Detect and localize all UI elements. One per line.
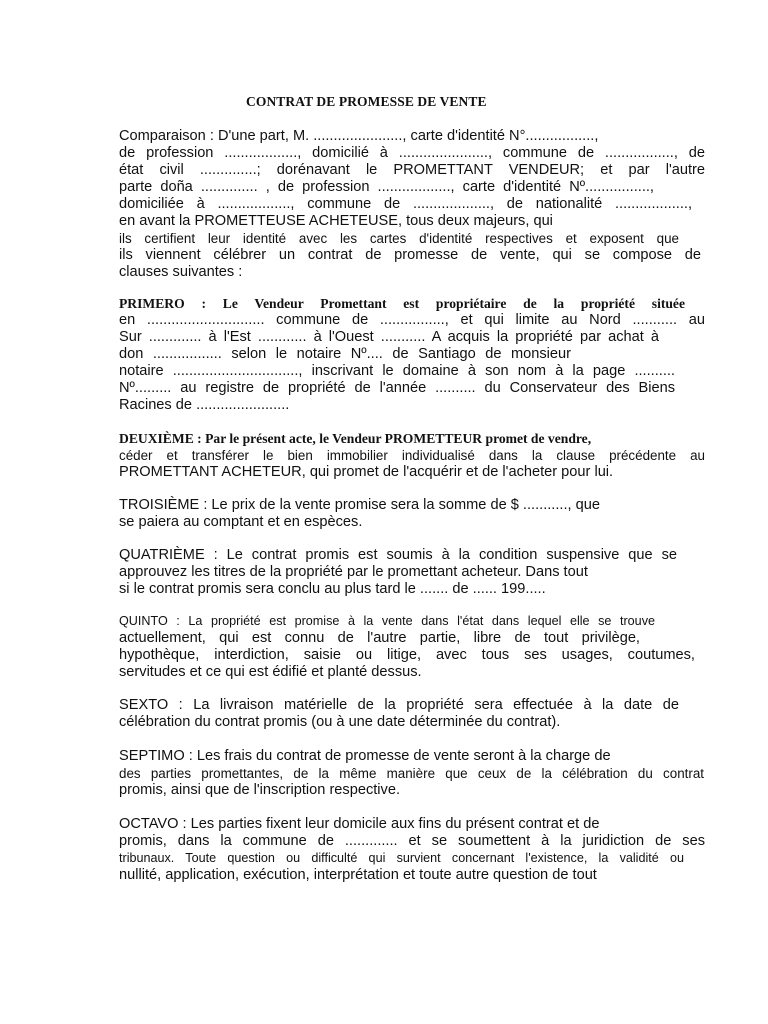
text-line: célébration du contrat promis (ou à une date déterminée du contrat).	[119, 714, 561, 730]
text-line: notaire ..............................., inscrivant le domaine à son nom à la page ..........	[119, 363, 675, 379]
text-line: tribunaux. Toute question ou difficulté qui survient concernant l'existence, la validité ou	[119, 851, 684, 865]
paragraph-deuxieme	[119, 430, 705, 481]
text-line: ils certifient leur identité avec les cartes d'identité respectives et exposent que	[119, 231, 679, 246]
text-line: des parties promettantes, de la même manière que ceux de la célébration du contrat	[119, 766, 704, 781]
text-line: DEUXIÈME : Par le présent acte, le Vendeur PROMETTEUR promet de vendre,	[119, 431, 592, 446]
paragraph-sexto	[119, 697, 705, 731]
text-line: en avant la PROMETTEUSE ACHETEUSE, tous deux majeurs, qui	[119, 213, 553, 229]
paragraph-octavo	[119, 816, 705, 884]
text-line: hypothèque, interdiction, saisie ou litige, avec tous ses usages, coutumes,	[119, 647, 695, 663]
paragraph-septimo	[119, 748, 705, 799]
document-title: CONTRAT DE PROMESSE DE VENTE	[246, 94, 487, 109]
text-line: QUINTO : La propriété est promise à la vente dans l'état dans lequel elle se trouve	[119, 614, 655, 628]
text-line: PROMETTANT ACHETEUR, qui promet de l'acquérir et de l'acheter pour lui.	[119, 464, 614, 480]
text-line: Racines de .......................	[119, 397, 290, 413]
text-line: Nº......... au registre de propriété de l'année .......... du Conservateur des Biens	[119, 380, 675, 396]
text-line: don ................. selon le notaire Nº.... de Santiago de monsieur	[119, 346, 571, 362]
text-line: si le contrat promis sera conclu au plus tard le ....... de ...... 199.....	[119, 581, 546, 597]
text-line: approuvez les titres de la propriété par le promettant acheteur. Dans tout	[119, 564, 588, 580]
text-line: se paiera au comptant et en espèces.	[119, 514, 363, 530]
text-line: promis, ainsi que de l'inscription respective.	[119, 782, 401, 798]
text-line: Comparaison : D'une part, M. ......................, carte d'identité N°.................,	[119, 128, 599, 144]
text-line: en ............................. commune de ................, et qui limite au Nord ........... au	[119, 312, 705, 328]
text-line: servitudes et ce qui est édifié et planté dessus.	[119, 664, 422, 680]
text-line: TROISIÈME : Le prix de la vente promise sera la somme de $ ..........., que	[119, 497, 600, 513]
text-line: état civil ..............; dorénavant le PROMETTANT VENDEUR; et par l'autre	[119, 162, 705, 178]
text-line: PRIMERO : Le Vendeur Promettant est propriétaire de la propriété située	[119, 296, 685, 311]
text-line: Sur ............. à l'Est ............ à l'Ouest ........... A acquis la propriété par achat à	[119, 329, 659, 345]
text-line: OCTAVO : Les parties fixent leur domicile aux fins du présent contrat et de	[119, 816, 600, 832]
text-line: QUATRIÈME : Le contrat promis est soumis à la condition suspensive que se	[119, 547, 677, 563]
paragraph-primero	[119, 295, 705, 414]
text-line: promis, dans la commune de ............. et se soumettent à la juridiction de ses	[119, 833, 705, 849]
text-line: domiciliée à .................., commune de ..................., de nationalité ..................,	[119, 196, 692, 212]
paragraph-troisieme	[119, 497, 705, 531]
text-line: SEXTO : La livraison matérielle de la propriété sera effectuée à la date de	[119, 697, 679, 713]
text-line: actuellement, qui est connu de l'autre partie, libre de tout privilège,	[119, 630, 640, 646]
text-line: ils viennent célébrer un contrat de promesse de vente, qui se compose de	[119, 247, 701, 263]
text-line: SEPTIMO : Les frais du contrat de promesse de vente seront à la charge de	[119, 748, 611, 764]
text-line: parte doña .............. , de profession .................., carte d'identité Nº................,	[119, 179, 654, 195]
text-line: clauses suivantes :	[119, 264, 243, 280]
text-line: de profession .................., domicilié à ......................, commune de ................., de	[119, 145, 705, 161]
paragraph-comparaison	[119, 128, 705, 281]
paragraph-quatrieme	[119, 547, 705, 598]
text-line: nullité, application, exécution, interprétation et toute autre question de tout	[119, 867, 597, 883]
text-line: céder et transférer le bien immobilier individualisé dans la clause précédente au	[119, 448, 705, 463]
paragraph-quinto	[119, 613, 705, 681]
